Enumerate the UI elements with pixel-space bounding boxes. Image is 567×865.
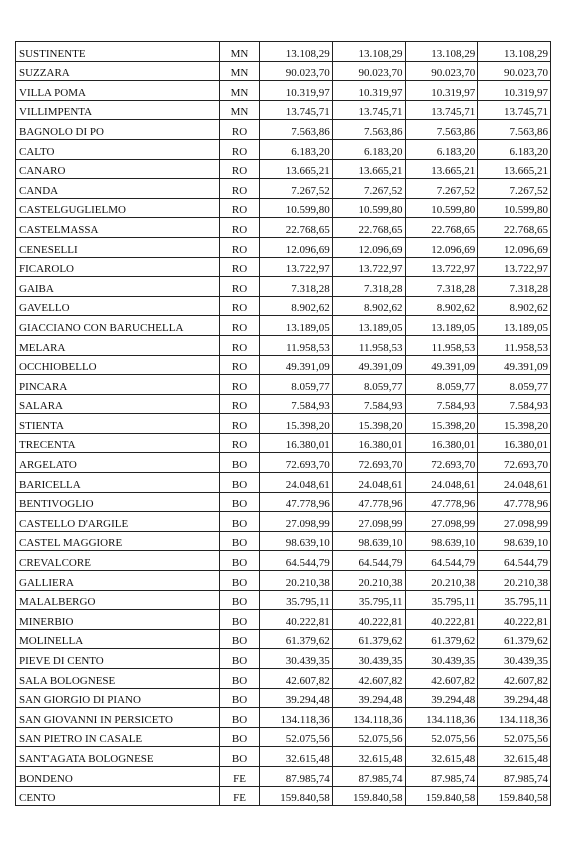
- municipality-name-cell: SALA BOLOGNESE: [16, 669, 220, 689]
- table-row: [16, 473, 551, 493]
- amount-cell-col3: 7.563,86: [405, 120, 478, 140]
- amount-cell-col1: 15.398,20: [260, 414, 333, 434]
- amount-cell-col3: 7.318,28: [405, 277, 478, 297]
- municipality-name-cell: PINCARA: [16, 375, 220, 395]
- amount-cell-col4: 13.189,05: [478, 316, 551, 336]
- province-code-cell: RO: [220, 139, 260, 159]
- municipality-name-cell: SUZZARA: [16, 61, 220, 81]
- amount-cell-col1: 90.023,70: [260, 61, 333, 81]
- province-code-cell: BO: [220, 551, 260, 571]
- amount-cell-col4: 87.985,74: [478, 766, 551, 786]
- amount-cell-col2: 61.379,62: [332, 629, 405, 649]
- amount-cell-col4: 30.439,35: [478, 649, 551, 669]
- table-row: [16, 120, 551, 140]
- amount-cell-col2: 10.319,97: [332, 81, 405, 101]
- amount-cell-col4: 8.902,62: [478, 296, 551, 316]
- amount-cell-col4: 7.584,93: [478, 394, 551, 414]
- table-row: [16, 571, 551, 591]
- province-code-cell: BO: [220, 492, 260, 512]
- province-code-cell: RO: [220, 159, 260, 179]
- amount-cell-col2: 159.840,58: [332, 786, 405, 806]
- table-row: [16, 747, 551, 767]
- amount-cell-col2: 7.563,86: [332, 120, 405, 140]
- amount-cell-col3: 8.059,77: [405, 375, 478, 395]
- amount-cell-col1: 35.795,11: [260, 590, 333, 610]
- province-code-cell: BO: [220, 512, 260, 532]
- municipality-name-cell: CREVALCORE: [16, 551, 220, 571]
- province-code-cell: RO: [220, 335, 260, 355]
- municipality-name-cell: CANDA: [16, 179, 220, 199]
- amount-cell-col2: 27.098,99: [332, 512, 405, 532]
- amount-cell-col4: 98.639,10: [478, 531, 551, 551]
- municipality-name-cell: GALLIERA: [16, 571, 220, 591]
- amount-cell-col3: 49.391,09: [405, 355, 478, 375]
- amount-cell-col4: 39.294,48: [478, 688, 551, 708]
- table-row: [16, 375, 551, 395]
- amount-cell-col1: 13.189,05: [260, 316, 333, 336]
- table-row: [16, 394, 551, 414]
- province-code-cell: RO: [220, 355, 260, 375]
- municipality-name-cell: VILLIMPENTA: [16, 100, 220, 120]
- amount-cell-col1: 39.294,48: [260, 688, 333, 708]
- amount-cell-col4: 20.210,38: [478, 571, 551, 591]
- table-row: [16, 159, 551, 179]
- amount-cell-col2: 13.722,97: [332, 257, 405, 277]
- amount-cell-col3: 13.745,71: [405, 100, 478, 120]
- amount-cell-col2: 10.599,80: [332, 198, 405, 218]
- province-code-cell: RO: [220, 433, 260, 453]
- amount-cell-col3: 10.319,97: [405, 81, 478, 101]
- amount-cell-col2: 40.222,81: [332, 610, 405, 630]
- table-row: [16, 433, 551, 453]
- amount-cell-col1: 24.048,61: [260, 473, 333, 493]
- municipality-name-cell: MELARA: [16, 335, 220, 355]
- amount-cell-col4: 61.379,62: [478, 629, 551, 649]
- table-row: [16, 708, 551, 728]
- amount-cell-col1: 32.615,48: [260, 747, 333, 767]
- amount-cell-col2: 11.958,53: [332, 335, 405, 355]
- amount-cell-col2: 98.639,10: [332, 531, 405, 551]
- amount-cell-col4: 72.693,70: [478, 453, 551, 473]
- amount-cell-col1: 49.391,09: [260, 355, 333, 375]
- province-code-cell: BO: [220, 708, 260, 728]
- amount-cell-col3: 6.183,20: [405, 139, 478, 159]
- table-row: [16, 688, 551, 708]
- amount-cell-col4: 10.319,97: [478, 81, 551, 101]
- province-code-cell: RO: [220, 394, 260, 414]
- municipality-name-cell: GAVELLO: [16, 296, 220, 316]
- municipality-name-cell: SALARA: [16, 394, 220, 414]
- province-code-cell: BO: [220, 571, 260, 591]
- amount-cell-col3: 27.098,99: [405, 512, 478, 532]
- amount-cell-col1: 42.607,82: [260, 669, 333, 689]
- amount-cell-col1: 11.958,53: [260, 335, 333, 355]
- amount-cell-col1: 134.118,36: [260, 708, 333, 728]
- table-row: [16, 610, 551, 630]
- amount-cell-col2: 87.985,74: [332, 766, 405, 786]
- amount-cell-col4: 27.098,99: [478, 512, 551, 532]
- province-code-cell: BO: [220, 669, 260, 689]
- amount-cell-col1: 22.768,65: [260, 218, 333, 238]
- province-code-cell: BO: [220, 590, 260, 610]
- municipality-name-cell: CANARO: [16, 159, 220, 179]
- amount-cell-col1: 13.665,21: [260, 159, 333, 179]
- province-code-cell: BO: [220, 473, 260, 493]
- amount-cell-col1: 7.584,93: [260, 394, 333, 414]
- amount-cell-col1: 52.075,56: [260, 727, 333, 747]
- amount-cell-col2: 24.048,61: [332, 473, 405, 493]
- amount-cell-col4: 7.563,86: [478, 120, 551, 140]
- table-row: [16, 629, 551, 649]
- amount-cell-col3: 90.023,70: [405, 61, 478, 81]
- amount-cell-col2: 90.023,70: [332, 61, 405, 81]
- amount-cell-col3: 30.439,35: [405, 649, 478, 669]
- amount-cell-col4: 13.745,71: [478, 100, 551, 120]
- province-code-cell: BO: [220, 688, 260, 708]
- amount-cell-col4: 24.048,61: [478, 473, 551, 493]
- municipality-name-cell: CENTO: [16, 786, 220, 806]
- amount-cell-col3: 8.902,62: [405, 296, 478, 316]
- amount-cell-col3: 42.607,82: [405, 669, 478, 689]
- province-code-cell: RO: [220, 237, 260, 257]
- amount-cell-col1: 10.319,97: [260, 81, 333, 101]
- province-code-cell: FE: [220, 786, 260, 806]
- amount-cell-col2: 8.059,77: [332, 375, 405, 395]
- province-code-cell: RO: [220, 277, 260, 297]
- amount-cell-col2: 32.615,48: [332, 747, 405, 767]
- amount-cell-col2: 7.318,28: [332, 277, 405, 297]
- amount-cell-col3: 11.958,53: [405, 335, 478, 355]
- municipality-name-cell: CALTO: [16, 139, 220, 159]
- amount-cell-col4: 6.183,20: [478, 139, 551, 159]
- municipality-name-cell: CASTELGUGLIELMO: [16, 198, 220, 218]
- amount-cell-col3: 64.544,79: [405, 551, 478, 571]
- amount-cell-col2: 42.607,82: [332, 669, 405, 689]
- amount-cell-col3: 22.768,65: [405, 218, 478, 238]
- municipality-name-cell: VILLA POMA: [16, 81, 220, 101]
- table-row: [16, 727, 551, 747]
- amount-cell-col1: 64.544,79: [260, 551, 333, 571]
- table-row: [16, 81, 551, 101]
- municipality-name-cell: MOLINELLA: [16, 629, 220, 649]
- amount-cell-col3: 72.693,70: [405, 453, 478, 473]
- amount-cell-col4: 52.075,56: [478, 727, 551, 747]
- amount-cell-col3: 134.118,36: [405, 708, 478, 728]
- municipality-name-cell: SAN GIORGIO DI PIANO: [16, 688, 220, 708]
- amount-cell-col4: 15.398,20: [478, 414, 551, 434]
- amount-cell-col1: 13.745,71: [260, 100, 333, 120]
- amount-cell-col4: 42.607,82: [478, 669, 551, 689]
- amount-cell-col3: 13.189,05: [405, 316, 478, 336]
- table-row: [16, 492, 551, 512]
- amount-cell-col1: 13.108,29: [260, 42, 333, 62]
- table-row: [16, 257, 551, 277]
- table-row: [16, 277, 551, 297]
- table-row: [16, 512, 551, 532]
- amount-cell-col1: 27.098,99: [260, 512, 333, 532]
- province-code-cell: MN: [220, 81, 260, 101]
- amount-cell-col1: 87.985,74: [260, 766, 333, 786]
- province-code-cell: FE: [220, 766, 260, 786]
- province-code-cell: BO: [220, 531, 260, 551]
- amount-cell-col4: 12.096,69: [478, 237, 551, 257]
- amount-cell-col4: 11.958,53: [478, 335, 551, 355]
- amount-cell-col1: 7.318,28: [260, 277, 333, 297]
- amount-cell-col3: 16.380,01: [405, 433, 478, 453]
- amount-cell-col2: 52.075,56: [332, 727, 405, 747]
- table-row: [16, 316, 551, 336]
- province-code-cell: RO: [220, 316, 260, 336]
- amount-cell-col2: 72.693,70: [332, 453, 405, 473]
- province-code-cell: RO: [220, 179, 260, 199]
- table-row: [16, 766, 551, 786]
- municipality-name-cell: CASTEL MAGGIORE: [16, 531, 220, 551]
- amount-cell-col3: 52.075,56: [405, 727, 478, 747]
- amount-cell-col4: 64.544,79: [478, 551, 551, 571]
- amount-cell-col1: 6.183,20: [260, 139, 333, 159]
- amount-cell-col2: 12.096,69: [332, 237, 405, 257]
- municipalities-table: [15, 41, 551, 806]
- amount-cell-col4: 35.795,11: [478, 590, 551, 610]
- table-row: [16, 61, 551, 81]
- province-code-cell: BO: [220, 629, 260, 649]
- amount-cell-col1: 40.222,81: [260, 610, 333, 630]
- table-row: [16, 551, 551, 571]
- municipality-name-cell: SUSTINENTE: [16, 42, 220, 62]
- table-row: [16, 237, 551, 257]
- municipality-name-cell: SAN PIETRO IN CASALE: [16, 727, 220, 747]
- municipality-name-cell: BAGNOLO DI PO: [16, 120, 220, 140]
- amount-cell-col1: 8.902,62: [260, 296, 333, 316]
- amount-cell-col1: 47.778,96: [260, 492, 333, 512]
- amount-cell-col2: 49.391,09: [332, 355, 405, 375]
- amount-cell-col2: 22.768,65: [332, 218, 405, 238]
- table-row: [16, 42, 551, 62]
- municipality-name-cell: GAIBA: [16, 277, 220, 297]
- amount-cell-col2: 47.778,96: [332, 492, 405, 512]
- amount-cell-col4: 10.599,80: [478, 198, 551, 218]
- municipality-name-cell: FICAROLO: [16, 257, 220, 277]
- amount-cell-col3: 7.267,52: [405, 179, 478, 199]
- table-row: [16, 649, 551, 669]
- amount-cell-col3: 13.722,97: [405, 257, 478, 277]
- amount-cell-col4: 13.108,29: [478, 42, 551, 62]
- amount-cell-col4: 134.118,36: [478, 708, 551, 728]
- amount-cell-col2: 64.544,79: [332, 551, 405, 571]
- amount-cell-col4: 90.023,70: [478, 61, 551, 81]
- amount-cell-col1: 10.599,80: [260, 198, 333, 218]
- amount-cell-col1: 72.693,70: [260, 453, 333, 473]
- table-row: [16, 669, 551, 689]
- amount-cell-col2: 30.439,35: [332, 649, 405, 669]
- municipality-name-cell: OCCHIOBELLO: [16, 355, 220, 375]
- amount-cell-col2: 13.745,71: [332, 100, 405, 120]
- table-row: [16, 786, 551, 806]
- table-row: [16, 335, 551, 355]
- amount-cell-col2: 35.795,11: [332, 590, 405, 610]
- amount-cell-col3: 35.795,11: [405, 590, 478, 610]
- amount-cell-col1: 7.267,52: [260, 179, 333, 199]
- province-code-cell: BO: [220, 453, 260, 473]
- amount-cell-col3: 24.048,61: [405, 473, 478, 493]
- table-row: [16, 590, 551, 610]
- amount-cell-col3: 20.210,38: [405, 571, 478, 591]
- amount-cell-col3: 32.615,48: [405, 747, 478, 767]
- amount-cell-col4: 7.267,52: [478, 179, 551, 199]
- amount-cell-col4: 49.391,09: [478, 355, 551, 375]
- province-code-cell: MN: [220, 42, 260, 62]
- province-code-cell: RO: [220, 198, 260, 218]
- municipality-name-cell: STIENTA: [16, 414, 220, 434]
- province-code-cell: BO: [220, 747, 260, 767]
- province-code-cell: RO: [220, 257, 260, 277]
- amount-cell-col3: 12.096,69: [405, 237, 478, 257]
- municipality-name-cell: CASTELMASSA: [16, 218, 220, 238]
- amount-cell-col3: 47.778,96: [405, 492, 478, 512]
- province-code-cell: MN: [220, 61, 260, 81]
- amount-cell-col4: 40.222,81: [478, 610, 551, 630]
- municipality-name-cell: MALALBERGO: [16, 590, 220, 610]
- amount-cell-col4: 8.059,77: [478, 375, 551, 395]
- amount-cell-col1: 61.379,62: [260, 629, 333, 649]
- province-code-cell: RO: [220, 414, 260, 434]
- table-row: [16, 179, 551, 199]
- municipality-name-cell: PIEVE DI CENTO: [16, 649, 220, 669]
- amount-cell-col4: 7.318,28: [478, 277, 551, 297]
- amount-cell-col4: 13.665,21: [478, 159, 551, 179]
- table-row: [16, 139, 551, 159]
- amount-cell-col1: 8.059,77: [260, 375, 333, 395]
- amount-cell-col3: 7.584,93: [405, 394, 478, 414]
- amount-cell-col2: 13.189,05: [332, 316, 405, 336]
- municipality-name-cell: ARGELATO: [16, 453, 220, 473]
- amount-cell-col1: 16.380,01: [260, 433, 333, 453]
- municipality-name-cell: BARICELLA: [16, 473, 220, 493]
- amount-cell-col1: 12.096,69: [260, 237, 333, 257]
- amount-cell-col3: 15.398,20: [405, 414, 478, 434]
- amount-cell-col1: 7.563,86: [260, 120, 333, 140]
- municipality-name-cell: GIACCIANO CON BARUCHELLA: [16, 316, 220, 336]
- amount-cell-col3: 87.985,74: [405, 766, 478, 786]
- amount-cell-col1: 13.722,97: [260, 257, 333, 277]
- province-code-cell: RO: [220, 120, 260, 140]
- amount-cell-col2: 134.118,36: [332, 708, 405, 728]
- amount-cell-col4: 159.840,58: [478, 786, 551, 806]
- amount-cell-col3: 39.294,48: [405, 688, 478, 708]
- table-row: [16, 100, 551, 120]
- table-row: [16, 414, 551, 434]
- table-row: [16, 531, 551, 551]
- amount-cell-col3: 98.639,10: [405, 531, 478, 551]
- amount-cell-col1: 159.840,58: [260, 786, 333, 806]
- province-code-cell: BO: [220, 649, 260, 669]
- amount-cell-col2: 20.210,38: [332, 571, 405, 591]
- amount-cell-col1: 30.439,35: [260, 649, 333, 669]
- amount-cell-col3: 159.840,58: [405, 786, 478, 806]
- amount-cell-col3: 13.665,21: [405, 159, 478, 179]
- amount-cell-col2: 39.294,48: [332, 688, 405, 708]
- amount-cell-col4: 22.768,65: [478, 218, 551, 238]
- amount-cell-col1: 20.210,38: [260, 571, 333, 591]
- province-code-cell: RO: [220, 218, 260, 238]
- table-row: [16, 296, 551, 316]
- table-row: [16, 453, 551, 473]
- amount-cell-col4: 16.380,01: [478, 433, 551, 453]
- amount-cell-col2: 15.398,20: [332, 414, 405, 434]
- municipality-name-cell: MINERBIO: [16, 610, 220, 630]
- municipality-name-cell: SAN GIOVANNI IN PERSICETO: [16, 708, 220, 728]
- amount-cell-col2: 13.665,21: [332, 159, 405, 179]
- province-code-cell: MN: [220, 100, 260, 120]
- province-code-cell: RO: [220, 296, 260, 316]
- province-code-cell: BO: [220, 610, 260, 630]
- municipality-name-cell: SANT'AGATA BOLOGNESE: [16, 747, 220, 767]
- amount-cell-col1: 98.639,10: [260, 531, 333, 551]
- amount-cell-col2: 13.108,29: [332, 42, 405, 62]
- amount-cell-col3: 40.222,81: [405, 610, 478, 630]
- amount-cell-col4: 47.778,96: [478, 492, 551, 512]
- municipality-name-cell: BONDENO: [16, 766, 220, 786]
- amount-cell-col3: 13.108,29: [405, 42, 478, 62]
- amount-cell-col4: 13.722,97: [478, 257, 551, 277]
- amount-cell-col4: 32.615,48: [478, 747, 551, 767]
- table-body: [16, 42, 551, 806]
- municipality-name-cell: CENESELLI: [16, 237, 220, 257]
- table-row: [16, 198, 551, 218]
- municipality-name-cell: CASTELLO D'ARGILE: [16, 512, 220, 532]
- amount-cell-col2: 7.584,93: [332, 394, 405, 414]
- amount-cell-col2: 16.380,01: [332, 433, 405, 453]
- province-code-cell: RO: [220, 375, 260, 395]
- municipality-name-cell: BENTIVOGLIO: [16, 492, 220, 512]
- municipality-name-cell: TRECENTA: [16, 433, 220, 453]
- amount-cell-col2: 7.267,52: [332, 179, 405, 199]
- province-code-cell: BO: [220, 727, 260, 747]
- amount-cell-col2: 6.183,20: [332, 139, 405, 159]
- table-row: [16, 355, 551, 375]
- amount-cell-col3: 61.379,62: [405, 629, 478, 649]
- table-row: [16, 218, 551, 238]
- amount-cell-col3: 10.599,80: [405, 198, 478, 218]
- amount-cell-col2: 8.902,62: [332, 296, 405, 316]
